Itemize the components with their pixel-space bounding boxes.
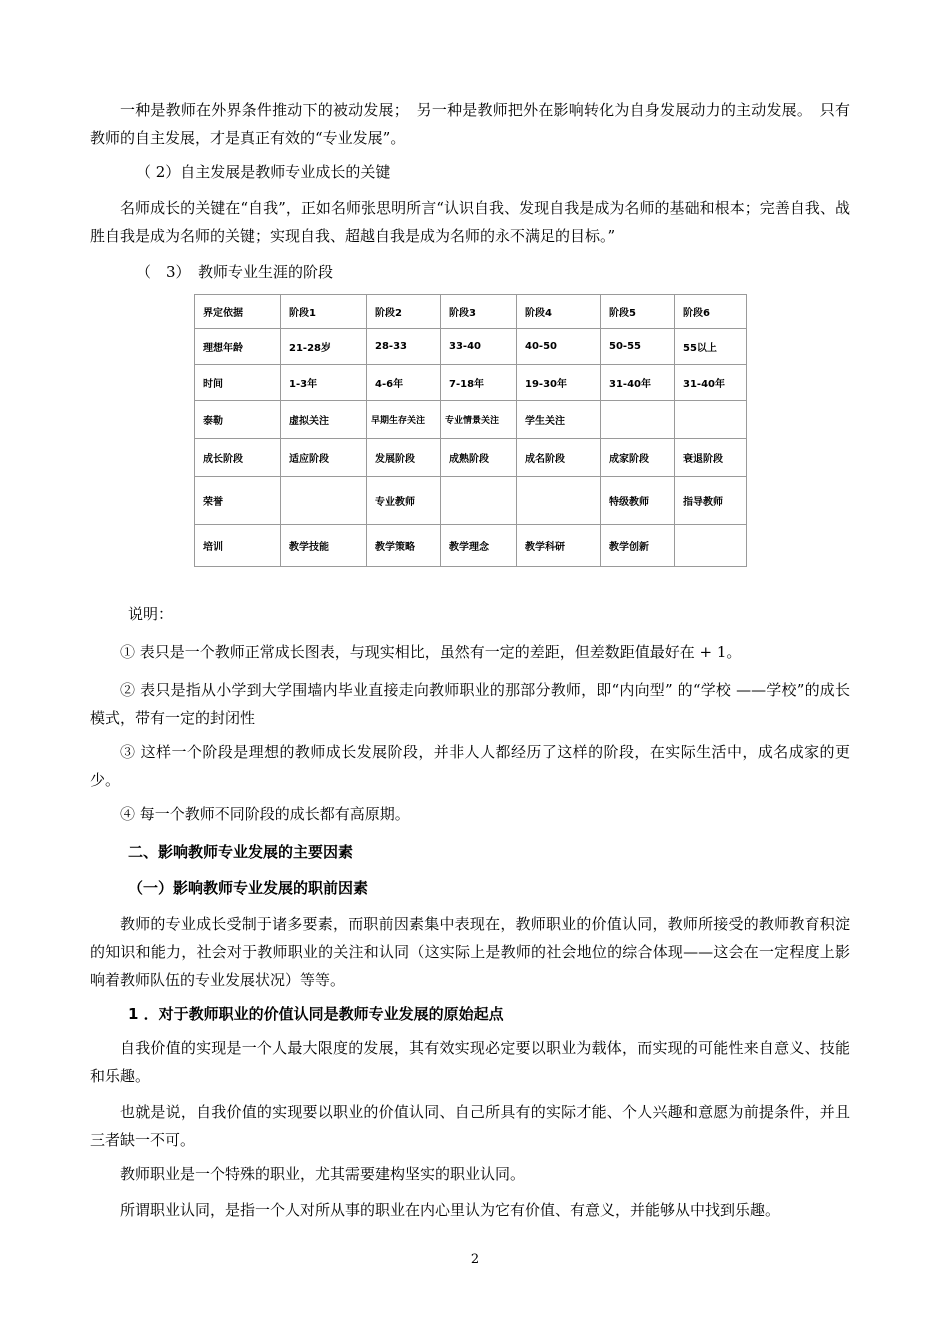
table-cell: 阶段3 [441,295,517,329]
table-cell [281,477,367,525]
table-cell: 衰退阶段 [675,439,747,477]
table-row-header: 培训 [195,525,281,567]
table-cell: 早期生存关注 [367,401,441,439]
subsection-heading-pre-service: （一）影响教师专业发展的职前因素 [128,879,369,897]
page-number: 2 [470,1252,480,1267]
table-row-header: 界定依据 [195,295,281,329]
subheading-career-stages: （ 3） 教师专业生涯的阶段 [136,263,334,281]
table-cell: 31-40年 [601,365,675,401]
table-cell: 教学技能 [281,525,367,567]
career-stage-table [194,294,747,567]
table-cell: 阶段6 [675,295,747,329]
table-row [195,401,747,439]
table-row [195,295,747,329]
table-cell: 教学创新 [601,525,675,567]
paragraph-special-profession: 教师职业是一个特殊的职业，尤其需要建构坚实的职业认同。 [120,1165,526,1183]
table-row-header: 时间 [195,365,281,401]
table-row [195,525,747,567]
table-cell: 成名阶段 [517,439,601,477]
table-cell: 21-28岁 [281,329,367,365]
table-cell: 阶段4 [517,295,601,329]
paragraph-famous-teacher: 名师成长的关键在“自我”，正如名师张思明所言“认识自我、发现自我是成为名师的基础和根本；完善自我、战胜自我是成为名师的关键；实现自我、超越自我是成为名师的永不满足的目标。” [90,199,850,245]
note-3: ③ 这样一个阶段是理想的教师成长发展阶段，并非人人都经历了这样的阶段，在实际生活中，成名成家的更少。 [90,743,850,789]
table-cell: 19-30年 [517,365,601,401]
table-cell: 成熟阶段 [441,439,517,477]
table-cell: 阶段2 [367,295,441,329]
note-1: ① 表只是一个教师正常成长图表，与现实相比，虽然有一定的差距，但差数距值最好在 + 1。 [120,643,742,661]
table-cell: 7-18年 [441,365,517,401]
table-cell: 4-6年 [367,365,441,401]
table-row-header: 成长阶段 [195,439,281,477]
table-cell [601,401,675,439]
note-4: ④ 每一个教师不同阶段的成长都有高原期。 [120,805,410,823]
table-cell: 31-40年 [675,365,747,401]
table-row [195,439,747,477]
table-cell: 教学科研 [517,525,601,567]
table-cell: 成家阶段 [601,439,675,477]
paragraph-pre-service-factors: 教师的专业成长受制于诸多要素，而职前因素集中表现在，教师职业的价值认同，教师所接受的教师教育积淀的知识和能力，社会对于教师职业的关注和认同（这实际上是教师的社会地位的综合体现——这会在一定程度上影响着教师队伍的专业发展状况）等等。 [90,915,850,989]
table-cell: 教学策略 [367,525,441,567]
table-row [195,477,747,525]
table-row-header: 理想年龄 [195,329,281,365]
table-cell: 50-55 [601,329,675,365]
table-cell [675,401,747,439]
table-cell: 学生关注 [517,401,601,439]
table-row [195,365,747,401]
table-cell: 指导教师 [675,477,747,525]
table-cell: 55以上 [675,329,747,365]
item-heading-value-recognition: 1 ．对于教师职业的价值认同是教师专业发展的原始起点 [128,1005,504,1023]
table-cell [675,525,747,567]
table-cell [441,477,517,525]
table-cell: 适应阶段 [281,439,367,477]
table-cell: 特级教师 [601,477,675,525]
table-cell: 1-3年 [281,365,367,401]
section-heading-factors: 二、影响教师专业发展的主要因素 [128,843,354,861]
table-row-header: 泰勒 [195,401,281,439]
notes-title: 说明： [128,605,174,623]
table-cell: 40-50 [517,329,601,365]
table-cell [517,477,601,525]
table-cell: 专业情景关注 [441,401,517,439]
table-cell: 28-33 [367,329,441,365]
table-cell: 教学理念 [441,525,517,567]
table-cell: 虚拟关注 [281,401,367,439]
note-2: ② 表只是指从小学到大学围墙内毕业直接走向教师职业的那部分教师，即“内向型” 的“学校 ——学校”的成长模式，带有一定的封闭性 [90,681,850,727]
table-cell: 阶段5 [601,295,675,329]
paragraph-self-value: 自我价值的实现是一个人最大限度的发展，其有效实现必定要以职业为载体，而实现的可能性来自意义、技能和乐趣。 [90,1039,850,1085]
table-row-header: 荣誉 [195,477,281,525]
paragraph-development-types: 一种是教师在外界条件推动下的被动发展； 另一种是教师把外在影响转化为自身发展动力的主动发展。 只有教师的自主发展，才是真正有效的“专业发展”。 [90,101,850,147]
table-row [195,329,747,365]
table-cell: 发展阶段 [367,439,441,477]
subheading-autonomous-development: （ 2）自主发展是教师专业成长的关键 [136,163,391,181]
paragraph-prerequisites: 也就是说，自我价值的实现要以职业的价值认同、自己所具有的实际才能、个人兴趣和意愿为前提条件，并且三者缺一不可。 [90,1103,850,1149]
paragraph-career-identity: 所谓职业认同，是指一个人对所从事的职业在内心里认为它有价值、有意义，并能够从中找到乐趣。 [120,1201,781,1219]
table-cell: 专业教师 [367,477,441,525]
table-cell: 阶段1 [281,295,367,329]
table-cell: 33-40 [441,329,517,365]
